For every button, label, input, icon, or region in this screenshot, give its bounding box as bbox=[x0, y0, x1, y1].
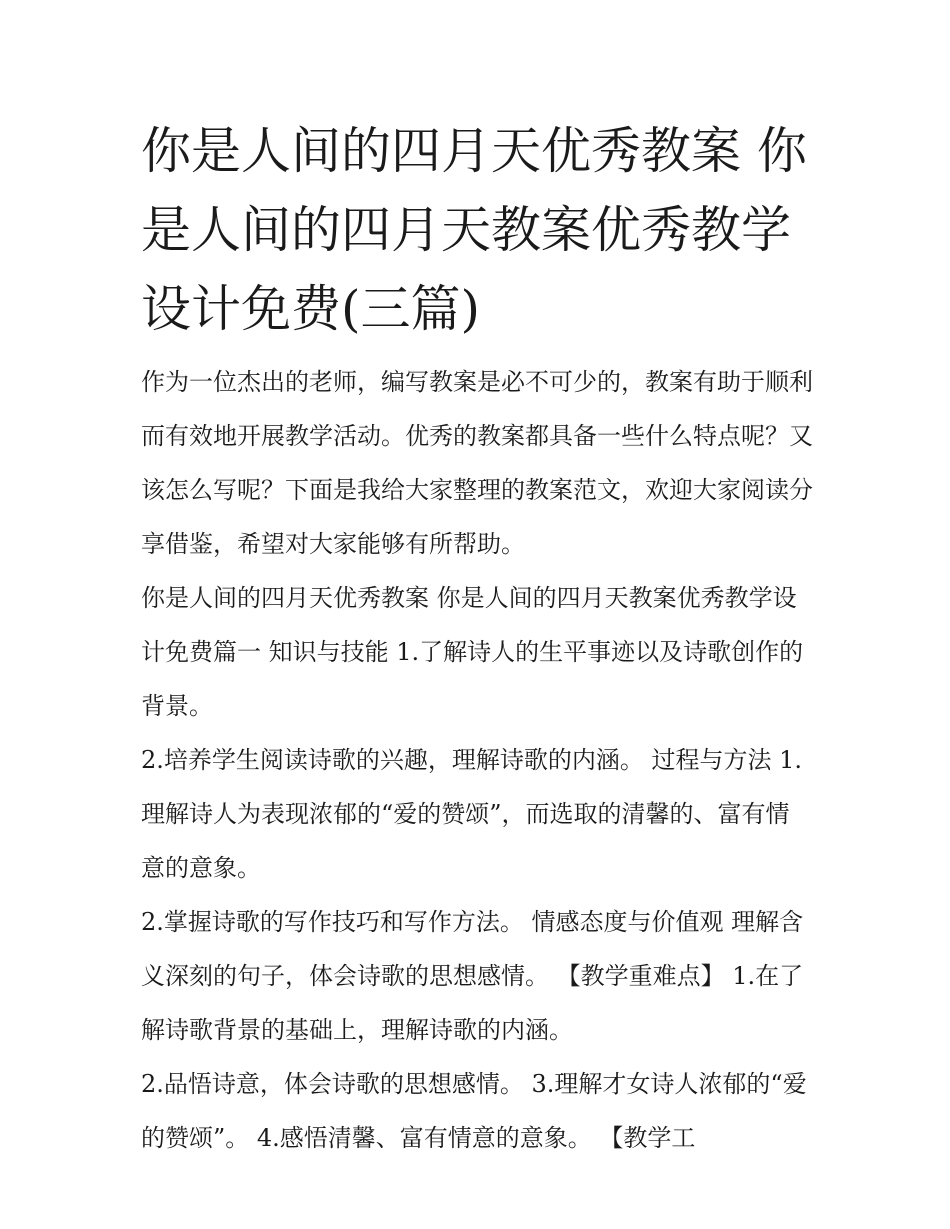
paragraph-key-points: 2.品悟诗意，体会诗歌的思想感情。 3.理解才女诗人浓郁的“爱的赞颂”。 4.感悟清馨、富有情意的意象。 【教学工 bbox=[141, 1070, 807, 1152]
paragraph-goal-method: 2.掌握诗歌的写作技巧和写作方法。 情感态度与价值观 理解含义深刻的句子，体会诗歌的思想感情。 【教学重难点】 1.在了解诗歌背景的基础上，理解诗歌的内涵。 bbox=[141, 908, 804, 1044]
document-title: 你是人间的四月天优秀教案 你是人间的四月天教案优秀教学设计免费(三篇) bbox=[141, 122, 807, 338]
title-block bbox=[141, 112, 813, 349]
paragraph-intro: 作为一位杰出的老师，编写教案是必不可少的，教案有助于顺利而有效地开展教学活动。优秀的教案都具备一些什么特点呢？又该怎么写呢？下面是我给大家整理的教案范文，欢迎大家阅读分享借鉴，希望对大家能够有所帮助。 bbox=[141, 368, 813, 558]
paragraph-section-one: 你是人间的四月天优秀教案 你是人间的四月天教案优秀教学设计免费篇一 知识与技能 1.了解诗人的生平事迹以及诗歌创作的背景。 bbox=[141, 584, 804, 720]
document-page bbox=[141, 112, 813, 1165]
paragraph-goal-two: 2.培养学生阅读诗歌的兴趣，理解诗歌的内涵。 过程与方法 1.理解诗人为表现浓郁的“爱的赞颂”，而选取的清馨的、富有情意的意象。 bbox=[141, 746, 803, 882]
